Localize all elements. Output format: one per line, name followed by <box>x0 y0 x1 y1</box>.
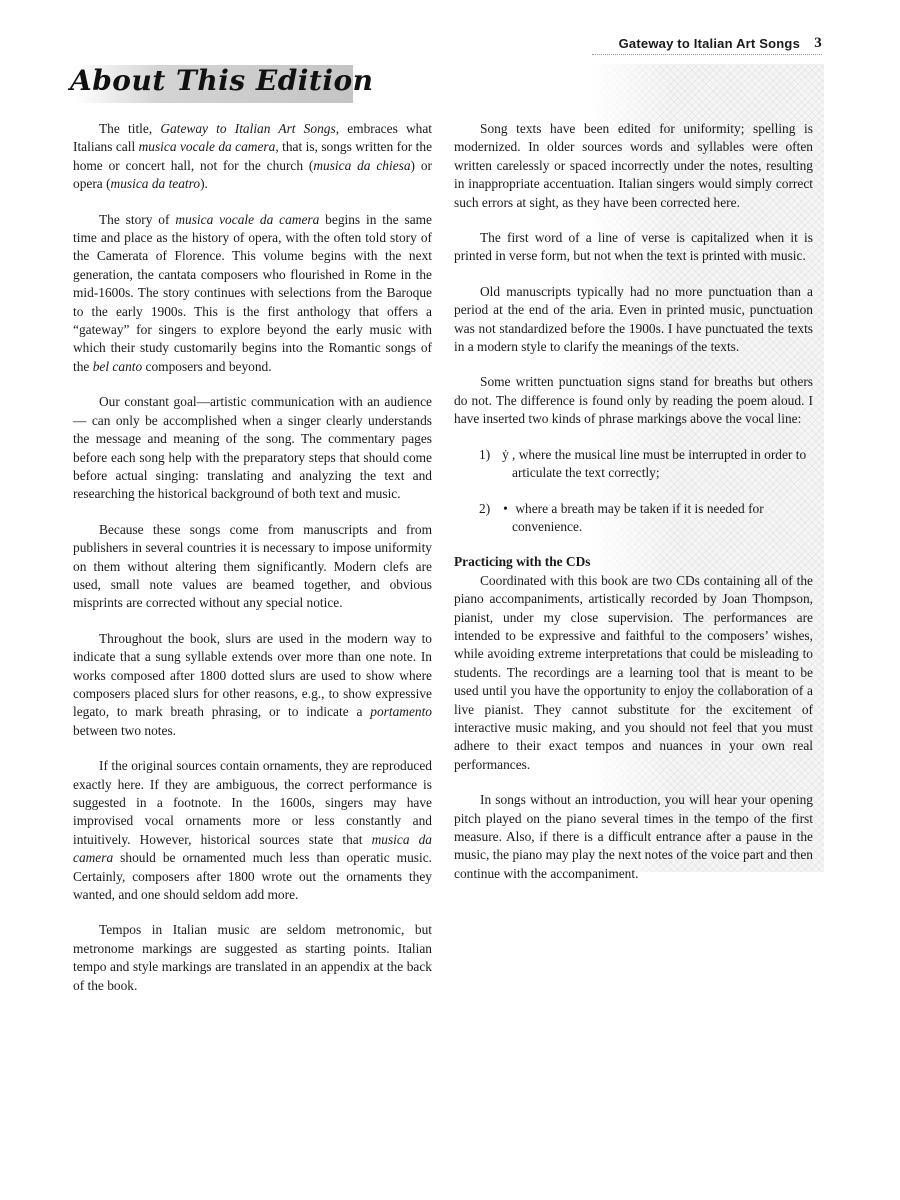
book-title-italic: Gateway to Italian Art Songs <box>160 121 336 136</box>
page-header <box>592 34 822 55</box>
section-title: About This Edition <box>70 64 374 97</box>
paragraph-tempos: Tempos in Italian music are seldom metronomic, but metronome markings are suggested as starting points. Italian tempo and style markings are translated in an appendix at the back of the book. <box>73 922 432 993</box>
paragraph-song-texts: Song texts have been edited for uniformity; spelling is modernized. In older sources words and syllables were often written carelessly or spaced incorrectly under the notes, resulting in inappropriate accentuation. Italian singers would simply correct such errors at sight, as they have been corrected here. <box>454 121 813 210</box>
list-item: 1) ẏ , where the musical line must be interrupted in order to articulate the text correctly; <box>479 446 807 481</box>
paragraph-breath-signs: Some written punctuation signs stand for breaths but others do not. The difference is found only by reading the poem aloud. I have inserted two kinds of phrase markings above the vocal line: <box>454 374 813 427</box>
paragraph-ornaments: If the original sources contain ornaments, they are reproduced exactly here. If they are ambiguous, the correct performance is suggested in a footnote. In the 1600s, singers may have improvised vocal ornaments more or less constantly and intuitively. However, historical sources state that musica da camera should be ornamented much less than operatic music. Certainly, composers after 1800 wrote out the ornaments they wanted, and one should seldom add more. <box>73 758 432 903</box>
phrase-marking-list <box>479 446 813 537</box>
running-title: Gateway to Italian Art Songs <box>618 36 800 51</box>
right-column <box>454 120 813 900</box>
paragraph-slurs: Throughout the book, slurs are used in the modern way to indicate that a sung syllable extends over more than one note. In works composed after 1800 dotted slurs are used to show where composers placed slurs for other reasons, e.g., to show expressive legato, to mark breath phrasing, or to indicate a portamento between two notes. <box>73 630 432 738</box>
paragraph-goal: Our constant goal—artistic communication with an audience— can only be accomplished when a singer clearly understands the message and meaning of the song. The commentary pages before each song help with the preparatory steps that should come before actual singing: translating and analyzing the text and researching the historical background of both text and music. <box>73 394 432 502</box>
paragraph-capitalization: The first word of a line of verse is capitalized when it is printed in verse form, but not when the text is printed with music. <box>454 230 813 264</box>
paragraph-uniformity: Because these songs come from manuscripts and from publishers in several countries it is necessary to impose uniformity on them without altering them significantly. Modern clefs are used, small note values are beamed together, and obvious misprints are corrected without any special notice. <box>73 521 432 611</box>
paragraph-cds: Coordinated with this book are two CDs containing all of the piano accompaniments, artistically recorded by Joan Thompson, pianist, under my close supervision. The performances are intended to be expressive and faithful to the composers’ wishes, while avoiding extreme interpretations that could be misleading to students. The recordings are a learning tool that is meant to be used until you have the opportunity to enjoy the collaboration of a live pianist. They cannot substitute for the excitement of interactive music making, and you should not feel that you must adhere to their exact tempos and nuances in your own real performances. <box>454 572 813 772</box>
paragraph-history: The story of musica vocale da camera begins in the same time and place as the history of opera, with the often told story of the Camerata of Florence. This volume begins with the next generation, the cantata composers who flourished in Rome in the mid-1600s. The story continues with selections from the Baroque to the early 1900s. This is the first anthology that offers a “gateway” for singers to explore beyond the early music with which their study customarily begins into the Romantic songs of the bel canto composers and beyond. <box>73 211 432 374</box>
page-number: 3 <box>814 35 822 51</box>
paragraph-punctuation: Old manuscripts typically had no more punctuation than a period at the end of the aria. Even in printed music, punctuation was not standardized before the 1900s. I have punctuated the texts in a modern style to clarify the meanings of the texts. <box>454 283 813 355</box>
paragraph-introduction-pitch: In songs without an introduction, you will hear your opening pitch played on the piano several times in the tempo of the first measure. Also, if there is a difficult entrance after a pause in the music, the piano may play the next notes of the voice part and then continue with the accompaniment. <box>454 792 813 881</box>
left-column <box>73 120 432 1012</box>
interruption-mark-icon: ẏ <box>502 446 509 462</box>
paragraph-title-intro: The title, Gateway to Italian Art Songs, embraces what Italians call musica vocale da camera, that is, songs written for the home or concert hall, not for the church (musica da chiesa) or opera (musica da teatro). <box>73 121 433 192</box>
list-item: 2) • where a breath may be taken if it is needed for convenience. <box>479 500 764 534</box>
breath-mark-icon: • <box>503 500 508 516</box>
cd-section-heading: Practicing with the CDs <box>454 554 591 570</box>
